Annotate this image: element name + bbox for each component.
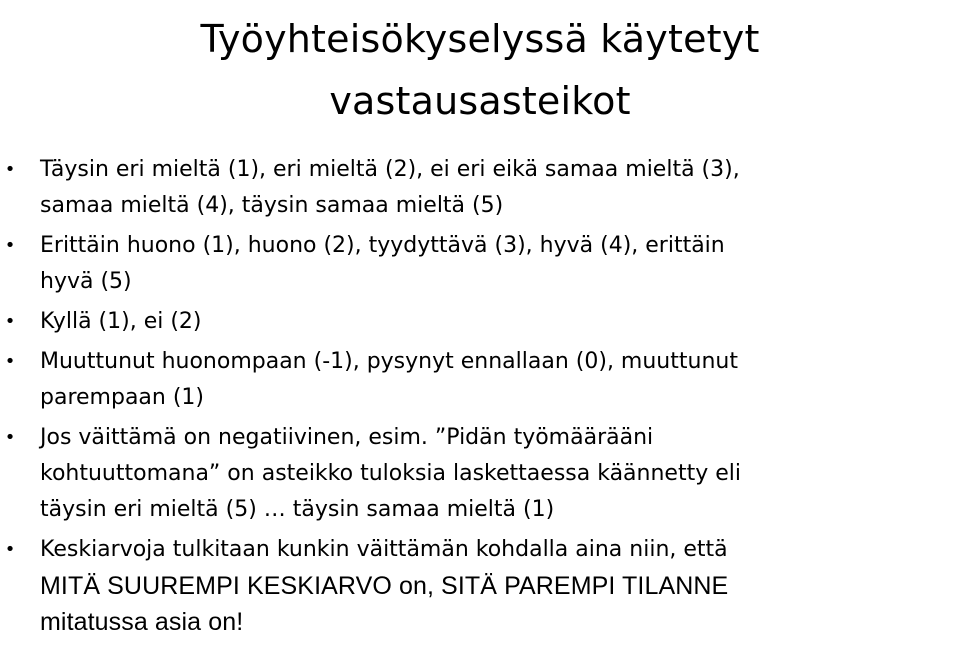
bullet-item-quality-scale	[0, 228, 960, 300]
bullet-item-change-scale	[0, 344, 960, 416]
bullet-text-line: samaa mieltä (4), täysin samaa mieltä (5)	[40, 193, 504, 218]
slide-title-line-2: vastausasteikot	[329, 79, 631, 123]
bullet-text-line: Jos väittämä on negatiivinen, esim. ”Pidän työmäärääni	[40, 425, 654, 450]
bullet-text-line: Muuttunut huonompaan (-1), pysynyt ennallaan (0), muuttunut	[40, 349, 738, 374]
bullet-text-line-emphasis: MITÄ SUUREMPI KESKIARVO on, SITÄ PAREMPI TILANNE	[40, 572, 729, 600]
bullet-text-line: kohtuuttomana” on asteikko tuloksia laskettaessa käännetty eli	[40, 461, 741, 486]
bullet-text-line: hyvä (5)	[40, 269, 132, 294]
bullet-marker: •	[4, 427, 16, 448]
bullet-marker: •	[4, 351, 16, 372]
bullet-marker: •	[4, 539, 16, 560]
bullet-text-line: Täysin eri mieltä (1), eri mieltä (2), ei eri eikä samaa mieltä (3),	[40, 157, 740, 182]
bullet-text-line: mitatussa asia on!	[40, 608, 244, 636]
bullet-item-average-interpretation	[0, 532, 960, 640]
bullet-item-yes-no-scale	[0, 304, 960, 340]
bullet-text-line: Kyllä (1), ei (2)	[40, 309, 202, 334]
bullet-text-line: täysin eri mieltä (5) … täysin samaa mieltä (1)	[40, 497, 555, 522]
bullet-marker: •	[4, 159, 16, 180]
slide-title	[40, 8, 920, 132]
bullet-text-line: Erittäin huono (1), huono (2), tyydyttävä (3), hyvä (4), erittäin	[40, 233, 725, 258]
bullet-item-negative-statement-note	[0, 420, 960, 528]
bullet-item-agreement-scale	[0, 152, 960, 224]
bullet-list	[0, 152, 960, 640]
bullet-text-line: parempaan (1)	[40, 385, 205, 410]
slide-title-line-1: Työyhteisökyselyssä käytetyt	[200, 17, 760, 61]
bullet-text-line: Keskiarvoja tulkitaan kunkin väittämän kohdalla aina niin, että	[40, 537, 728, 562]
bullet-marker: •	[4, 311, 16, 332]
bullet-marker: •	[4, 235, 16, 256]
